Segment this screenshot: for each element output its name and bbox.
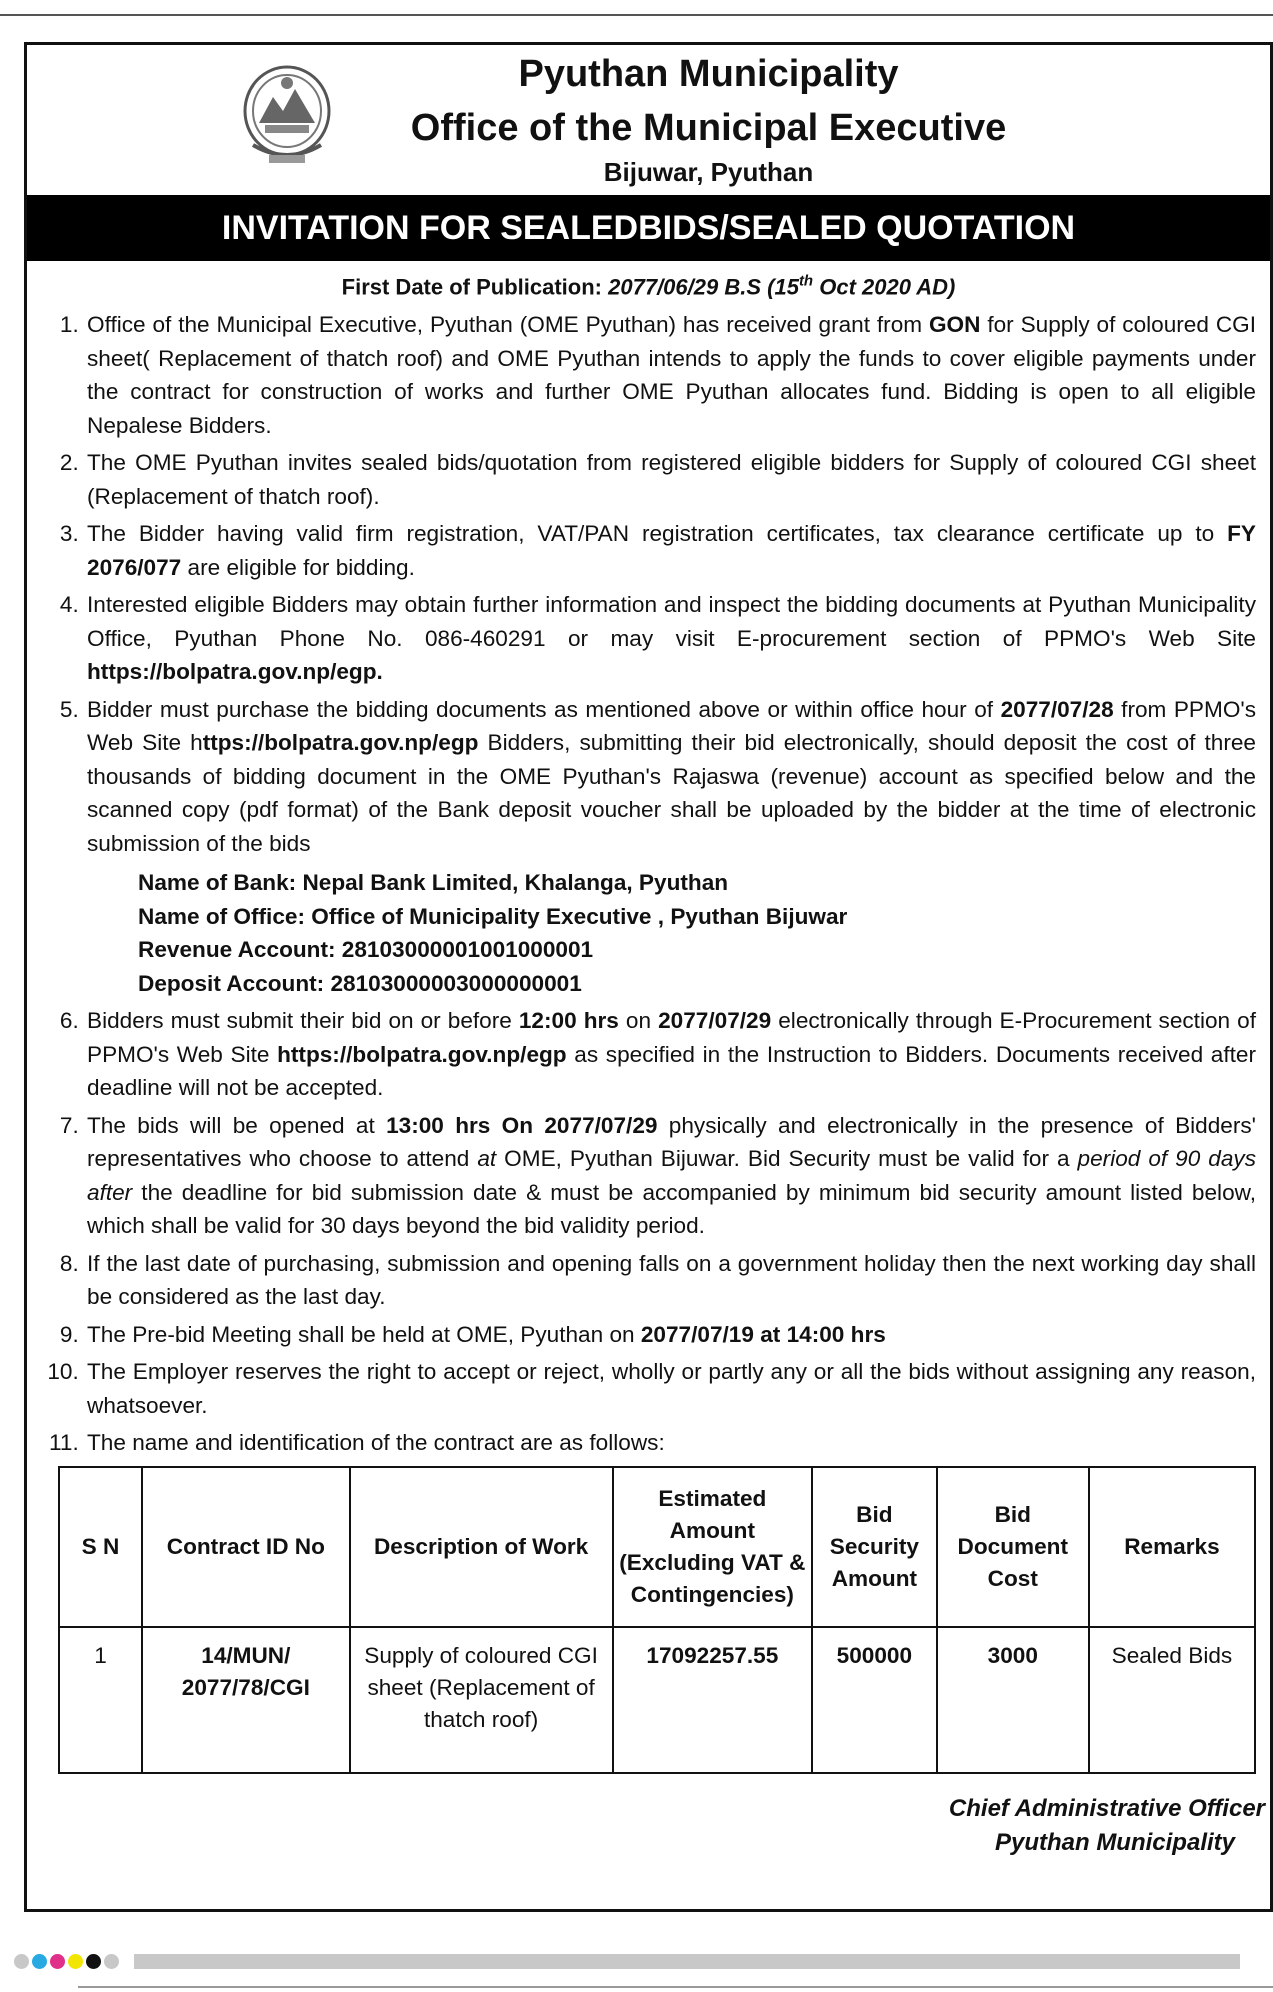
notice-header [27,45,1270,195]
table-header-row [59,1467,1255,1627]
registration-dot [86,1954,101,1969]
top-rule [0,14,1273,16]
notice-item [85,1109,1256,1243]
table-header-cell: Contract ID No [142,1467,350,1627]
publication-date-sup: th [798,273,814,290]
item-italic-text: period of 90 days after [87,1146,1257,1205]
item-bold-text: ttps://bolpatra.gov.np/egp [202,730,479,756]
table-cell: 500000 [812,1627,937,1773]
office-name: Office of the Municipal Executive [410,107,1007,149]
item-text: as specified in the Instruction to Bidders. Documents received after deadline will not be accepted. [87,1041,1256,1101]
bank-bank-name: Name of Bank: Nepal Bank Limited, Khalanga, Pyuthan [138,870,729,896]
notice-item [85,446,1256,513]
notice-item [85,1355,1256,1422]
signature-block [949,1792,1265,1860]
item-text: Interested eligible Bidders may obtain further information and inspect the bidding documents at Pyuthan Municipality Office, Pyuthan Phone No. 086-460291 or may visit E-procurement section of PPMO's Web Site [87,592,1256,651]
item-bold-text: 2077/07/29 [658,1008,772,1034]
item-text: The bids will be opened at [87,1112,387,1138]
item-text: Bidders must submit their bid on or before [87,1008,519,1034]
table-row [59,1627,1255,1773]
bank-deposit-account: Deposit Account: 28103000003000000001 [138,970,582,996]
item-text: Office of the Municipal Executive, Pyuthan (OME Pyuthan) has received grant from [87,312,929,338]
table-cell: Sealed Bids [1089,1627,1255,1773]
signatory-title: Chief Administrative Officer [948,1795,1265,1822]
publication-label: First Date of Publication: [341,274,602,300]
org-name: Pyuthan Municipality [518,53,899,95]
notice-item [85,1247,1256,1314]
table-header-cell: S N [59,1467,142,1627]
notice-item [85,588,1256,689]
table-header-cell: Bid Security Amount [812,1467,937,1627]
item-bold-text: 2077/07/19 at 14:00 hrs [640,1321,886,1347]
item-text: Bidder must purchase the bidding documents as mentioned above or within office hour of [87,696,1001,722]
bottom-rule [78,1986,1273,1988]
bank-details [138,866,1256,1000]
table-cell: 14/MUN/ 2077/78/CGI [142,1627,350,1773]
publication-date [27,273,1270,300]
registration-grey-bar [134,1954,1240,1969]
item-bold-text: https://bolpatra.gov.np/egp [277,1041,567,1067]
notice-items-list [27,308,1270,1460]
item-bold-text: 13:00 hrs On 2077/07/29 [386,1112,658,1138]
notice-item [85,693,1256,861]
notice-item [85,1318,1256,1352]
table-header-cell: Remarks [1089,1467,1255,1627]
item-text: Bidders, submitting their bid electronically, should deposit the cost of three thousands of bidding document in the OME Pyuthan's Rajaswa (revenue) account as specified below and the scanned copy (pdf format) of the Bank deposit voucher shall be uploaded by the bidder at the time of electronic submission of the bids [87,730,1256,856]
item-bold-text: https://bolpatra.gov.np/egp. [87,659,383,685]
item-text: OME, Pyuthan Bijuwar. Bid Security must be valid for a [496,1146,1078,1172]
bank-office-name: Name of Office: Office of Municipality Executive , Pyuthan Bijuwar [138,903,848,929]
registration-dot [68,1954,83,1969]
notice-item [85,1426,1256,1460]
item-bold-text: FY 2076/077 [87,521,1256,580]
registration-dot [50,1954,65,1969]
item-text: The OME Pyuthan invites sealed bids/quotation from registered eligible bidders for Supply of coloured CGI sheet (Replacement of thatch roof). [87,450,1256,509]
item-text: physically and electronically in the presence of Bidders' representatives who choose to attend [87,1112,1256,1172]
item-bold-text: GON [928,312,981,338]
item-text: If the last date of purchasing, submission and opening falls on a government holiday then the next working day shall be considered as the last day. [87,1250,1256,1310]
item-text: are eligible for bidding. [181,554,415,580]
notice-item [85,308,1256,442]
item-text: The Pre-bid Meeting shall be held at OME, Pyuthan on [87,1321,641,1347]
registration-dot [32,1954,47,1969]
registration-dot [14,1954,29,1969]
notice-frame [24,42,1273,1912]
item-bold-text: 2077/07/28 [1000,696,1114,722]
item-text: The Bidder having valid firm registration, VAT/PAN registration certificates, tax clearance certificate up to [87,521,1228,547]
notice-item [85,517,1256,584]
item-bold-text: 12:00 hrs [518,1008,619,1034]
contract-table [58,1466,1256,1774]
signatory-org: Pyuthan Municipality [994,1829,1235,1856]
table-header-cell: Description of Work [350,1467,613,1627]
table-cell: Supply of coloured CGI sheet (Replacement of thatch roof) [350,1627,613,1773]
publication-date-ad: Oct 2020 AD) [813,274,956,300]
item-text: electronically through E-Procurement section of PPMO's Web Site [87,1008,1257,1067]
print-registration-bar [0,1950,1273,1970]
table-header-cell: Estimated Amount (Excluding VAT & Contingencies) [613,1467,813,1627]
table-header-cell: Bid Document Cost [937,1467,1089,1627]
notice-item [85,1004,1256,1105]
table-cell: 1 [59,1627,142,1773]
item-text: from PPMO's Web Site h [87,696,1257,756]
table-cell: 17092257.55 [613,1627,813,1773]
publication-date-bs: 2077/06/29 B.S (15 [608,274,799,300]
item-text: for Supply of coloured CGI sheet( Replacement of thatch roof) and OME Pyuthan intends to apply the funds to cover eligible payments under the contract for construction of works and further OME Pyuthan allocates fund. Bidding is open to all eligible Nepalese Bidders. [87,312,1256,438]
bank-revenue-account: Revenue Account: 28103000001001000001 [138,937,594,963]
item-text: the deadline for bid submission date & must be accompanied by minimum bid security amount listed below, which shall be valid for 30 days beyond the bid validity period. [87,1179,1256,1239]
office-location: Bijuwar, Pyuthan [603,157,814,187]
item-text: The name and identification of the contract are as follows: [87,1430,665,1456]
item-italic-text: at [477,1146,497,1172]
notice-title-banner: INVITATION FOR SEALEDBIDS/SEALED QUOTATION [27,195,1270,261]
registration-dot [104,1954,119,1969]
item-text: on [618,1008,659,1034]
item-text: The Employer reserves the right to accept or reject, wholly or partly any or all the bids without assigning any reason, whatsoever. [87,1359,1256,1418]
table-cell: 3000 [937,1627,1089,1773]
